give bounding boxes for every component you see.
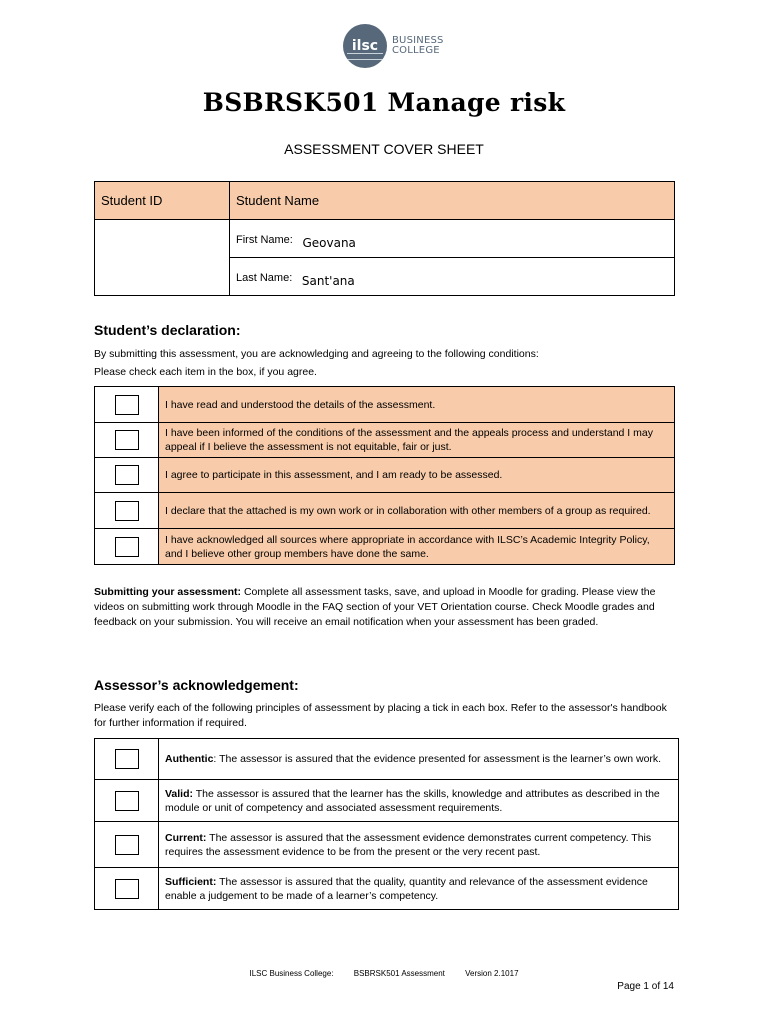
- document-title: BSBRSK501 Manage risk: [202, 88, 566, 117]
- assessor-row: [95, 739, 679, 780]
- assessor-row: [95, 868, 679, 910]
- declaration-row: [95, 423, 675, 458]
- first-name-value[interactable]: Geovana: [302, 236, 356, 250]
- assessor-checkbox[interactable]: [115, 749, 139, 769]
- principle-text: The assessor is assured that the learner has the skills, knowledge and attributes as described in the module or unit of competency and associated assessment requirements.: [165, 787, 660, 814]
- principle-term: Authentic: [165, 753, 214, 765]
- declaration-checkbox[interactable]: [115, 537, 139, 557]
- declaration-checkbox-cell[interactable]: [95, 387, 159, 423]
- assessor-item: [159, 822, 679, 868]
- assessor-row: [95, 822, 679, 868]
- footer-assessment: BSBRSK501 Assessment: [353, 969, 445, 978]
- declaration-row: [95, 529, 675, 565]
- assessor-item: [159, 868, 679, 910]
- last-name-label: Last Name:: [236, 272, 293, 284]
- assessor-checkbox[interactable]: [115, 791, 139, 811]
- assessor-item: [159, 739, 679, 780]
- page-number: Page 1 of 14: [617, 981, 674, 992]
- assessor-table: [94, 738, 679, 910]
- submitting-label: Submitting your assessment:: [94, 586, 242, 598]
- student-id-header: Student ID: [95, 182, 230, 220]
- principle-text: The assessor is assured that the quality, quantity and relevance of the assessment evidence enable a judgement to be made of a learner’s competency.: [165, 875, 648, 902]
- declaration-row: [95, 458, 675, 493]
- student-declaration-heading: Student’s declaration:: [94, 322, 241, 338]
- first-name-cell[interactable]: [230, 220, 675, 258]
- submitting-text: Complete all assessment tasks, save, and upload in Moodle for grading. Please view the videos on submitting work through Moodle in the FAQ section of your VET Orientation course. Check Moodle grades and feedback on your submission. You will receive an email notification when your assessment has been graded.: [94, 586, 656, 628]
- declaration-table: [94, 386, 675, 565]
- assessor-checkbox[interactable]: [115, 835, 139, 855]
- last-name-value[interactable]: Sant'ana: [301, 274, 355, 288]
- assessor-intro: Please verify each of the following principles of assessment by placing a tick in each box. Refer to the assessor's handbook for further information if required.: [94, 702, 667, 729]
- declaration-checkbox[interactable]: [115, 395, 139, 415]
- declaration-intro-line2: Please check each item in the box, if you agree.: [94, 366, 317, 378]
- declaration-checkbox[interactable]: [115, 501, 139, 521]
- declaration-checkbox-cell[interactable]: [95, 458, 159, 493]
- page-footer: [0, 969, 768, 978]
- logo-text: [392, 36, 444, 56]
- declaration-row: [95, 387, 675, 423]
- first-name-label: First Name:: [236, 234, 293, 246]
- principle-term: Current:: [165, 831, 207, 844]
- footer-college: ILSC Business College:: [249, 969, 334, 978]
- college-logo: [343, 24, 449, 68]
- declaration-item: I agree to participate in this assessment, and I am ready to be assessed.: [159, 458, 675, 493]
- declaration-checkbox-cell[interactable]: [95, 529, 159, 565]
- declaration-item: I have been informed of the conditions of the assessment and the appeals process and understand I may appeal if I believe the assessment is not equitable, fair or just.: [159, 423, 675, 458]
- assessor-checkbox[interactable]: [115, 879, 139, 899]
- submitting-instructions: [94, 585, 678, 630]
- footer-version: Version 2.1017: [465, 969, 519, 978]
- declaration-item: I have read and understood the details of the assessment.: [159, 387, 675, 423]
- declaration-checkbox-cell[interactable]: [95, 423, 159, 458]
- principle-text: The assessor is assured that the evidence presented for assessment is the learner’s own work.: [216, 753, 662, 765]
- last-name-cell[interactable]: [230, 258, 675, 296]
- assessor-item: [159, 780, 679, 822]
- assessor-checkbox-cell[interactable]: [95, 822, 159, 868]
- declaration-intro-line1: By submitting this assessment, you are acknowledging and agreeing to the following conditions:: [94, 348, 539, 360]
- student-name-header: Student Name: [230, 182, 675, 220]
- declaration-item: I have acknowledged all sources where appropriate in accordance with ILSC’s Academic Integrity Policy, and I believe other group members have done the same.: [159, 529, 675, 565]
- principle-text: The assessor is assured that the assessment evidence demonstrates current competency. This requires the assessment evidence to be from the present or the very recent past.: [165, 831, 652, 858]
- student-id-field[interactable]: [95, 220, 230, 296]
- assessor-checkbox-cell[interactable]: [95, 780, 159, 822]
- declaration-checkbox[interactable]: [115, 465, 139, 485]
- assessor-acknowledgement-heading: Assessor’s acknowledgement:: [94, 677, 299, 693]
- assessor-row: [95, 780, 679, 822]
- document-subtitle: ASSESSMENT COVER SHEET: [284, 141, 484, 157]
- declaration-checkbox-cell[interactable]: [95, 493, 159, 529]
- principle-sep: :: [213, 753, 217, 765]
- student-details-table: [94, 181, 675, 296]
- assessor-checkbox-cell[interactable]: [95, 739, 159, 780]
- declaration-row: [95, 493, 675, 529]
- principle-term: Valid:: [165, 787, 194, 800]
- principle-term: Sufficient:: [165, 875, 217, 888]
- declaration-checkbox[interactable]: [115, 430, 139, 450]
- assessor-checkbox-cell[interactable]: [95, 868, 159, 910]
- declaration-item: I declare that the attached is my own work or in collaboration with other members of a group as required.: [159, 493, 675, 529]
- logo-line2: COLLEGE: [392, 45, 440, 56]
- logo-line1: BUSINESS: [392, 35, 444, 46]
- logo-mark: ilsc: [343, 24, 387, 68]
